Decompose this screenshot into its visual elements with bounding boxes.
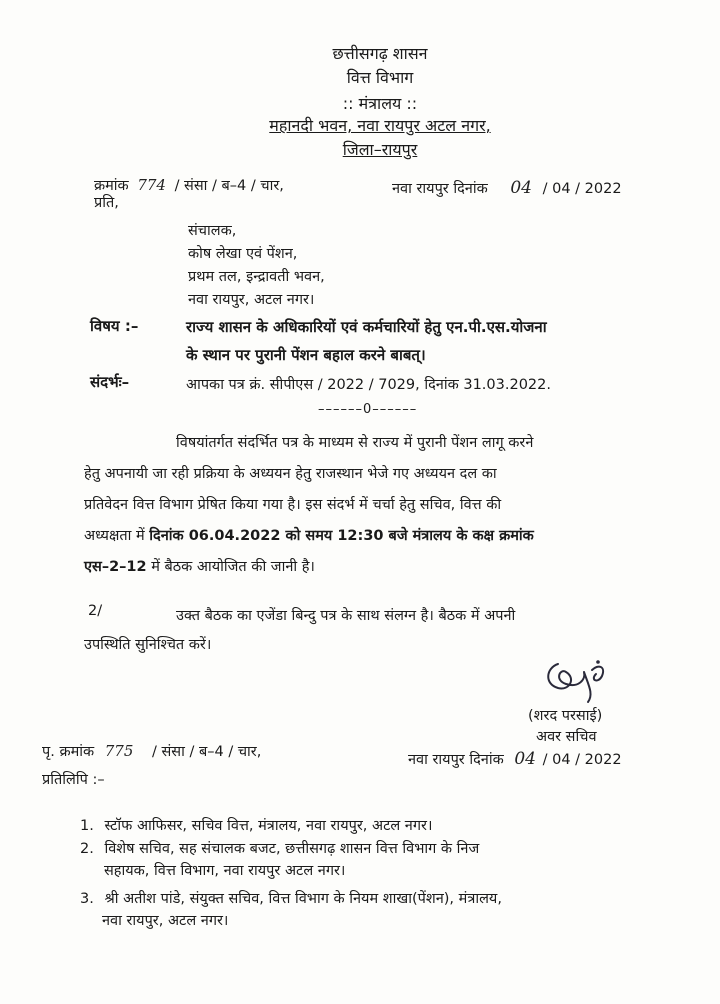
meeting-room-number: एस–2–12	[84, 559, 147, 575]
copy-item-number: 3.	[80, 891, 94, 907]
subject-label: विषय :–	[90, 317, 139, 335]
ref-number-handwritten: 774	[137, 176, 166, 194]
ref-date-rest: / 04 / 2022	[542, 181, 622, 197]
endorsement-label: पृ. क्रमांक	[42, 744, 95, 760]
endorsement-number-line	[42, 741, 261, 761]
ref-number-rest: / संसा / ब–4 / चार,	[174, 178, 284, 194]
addressee-line-3: प्रथम तल, इन्द्रावती भवन,	[188, 269, 325, 285]
copy-item-text: श्री अतीश पांडे, संयुक्त सचिव, वित्त विभाग के नियम शाखा(पेंशन), मंत्रालय,	[104, 891, 502, 907]
copy-item-text-cont: नवा रायपुर, अटल नगर।	[102, 913, 229, 929]
copy-item-text: स्टॉफ आफिसर, सचिव वित्त, मंत्रालय, नवा रायपुर, अटल नगर।	[104, 818, 433, 834]
copy-item-text: विशेष सचिव, सह संचालक बजट, छत्तीसगढ़ शासन वित्त विभाग के निज	[104, 841, 480, 857]
separator: ––––––0––––––	[318, 402, 418, 417]
reference-label: संदर्भः–	[90, 373, 130, 391]
endorsement-number-handwritten: 775	[104, 742, 134, 760]
ref-date-line	[392, 178, 622, 198]
header-ministry: :: मंत्रालय ::	[342, 94, 418, 113]
body-para-1-line-5	[84, 552, 656, 583]
ref-date-day-handwritten: 04	[510, 178, 532, 198]
body-para-1-line-5-end: में बैठक आयोजित की जानी है।	[146, 559, 315, 575]
endorsement-place-date-label: नवा रायपुर दिनांक	[408, 752, 504, 768]
ref-label: क्रमांक	[94, 178, 129, 194]
ref-number-line	[94, 175, 284, 195]
copy-item-2	[80, 838, 479, 882]
addressee-line-4: नवा रायपुर, अटल नगर।	[188, 292, 315, 308]
signatory-name: (शरद परसाई)	[528, 708, 603, 724]
signatory-designation: अवर सचिव	[536, 729, 597, 745]
body-para-2-line-2: उपस्थिति सुनिश्चित करें।	[84, 637, 212, 653]
body-para-1-line-1: विषयांतर्गत संदर्भित पत्र के माध्यम से राज्य में पुरानी पेंशन लागू करने	[176, 435, 534, 451]
copy-item-1	[80, 815, 432, 837]
addressee-line-2: कोष लेखा एवं पेंशन,	[188, 246, 298, 262]
signature	[536, 650, 620, 708]
header-address: महानदी भवन, नवा रायपुर अटल नगर,	[269, 116, 491, 135]
body-para-2-number: 2/	[88, 603, 103, 619]
meeting-datetime-room: दिनांक 06.04.2022 को समय 12:30 बजे मंत्रालय के कक्ष क्रमांक	[149, 528, 534, 544]
header-department: वित्त विभाग	[346, 68, 414, 87]
body-para-1-line-4-start: अध्यक्षता में	[84, 528, 150, 544]
body-para-1-line-4	[84, 521, 656, 552]
copy-item-text-cont: सहायक, वित्त विभाग, नवा रायपुर अटल नगर।	[104, 863, 346, 879]
endorsement-date-day-handwritten: 04	[514, 749, 536, 769]
endorsement-date-rest: / 04 / 2022	[542, 752, 622, 768]
header-district: जिला–रायपुर	[342, 140, 418, 159]
body-para-1-line-2: हेतु अपनायी जा रही प्रक्रिया के अध्ययन हेतु राजस्थान भेजे गए अध्ययन दल का	[84, 466, 497, 482]
pratilipi-label: प्रतिलिपि :–	[42, 772, 105, 788]
endorsement-date-line	[408, 749, 622, 769]
ref-place-date-label: नवा रायपुर दिनांक	[392, 181, 488, 197]
body-para-1	[84, 428, 656, 583]
copy-item-number: 2.	[80, 841, 94, 857]
header-government: छत्तीसगढ़ शासन	[332, 44, 428, 63]
prati-label: प्रति,	[94, 195, 119, 211]
copy-item-number: 1.	[80, 818, 94, 834]
body-para-2-line-1: उक्त बैठक का एजेंडा बिन्दु पत्र के साथ संलग्न है। बैठक में अपनी	[176, 608, 516, 624]
subject-line-2: के स्थान पर पुरानी पेंशन बहाल करने बाबत्।	[186, 346, 426, 364]
reference-text: आपका पत्र क्रं. सीपीएस / 2022 / 7029, दिनांक 31.03.2022.	[186, 377, 551, 393]
copy-item-3	[80, 888, 502, 932]
addressee-line-1: संचालक,	[188, 223, 237, 239]
endorsement-number-rest: / संसा / ब–4 / चार,	[152, 744, 262, 760]
body-para-1-line-3: प्रतिवेदन वित्त विभाग प्रेषित किया गया है। इस संदर्भ में चर्चा हेतु सचिव, वित्त की	[84, 497, 502, 513]
subject-line-1: राज्य शासन के अधिकारियों एवं कर्मचारियों हेतु एन.पी.एस.योजना	[186, 318, 547, 336]
